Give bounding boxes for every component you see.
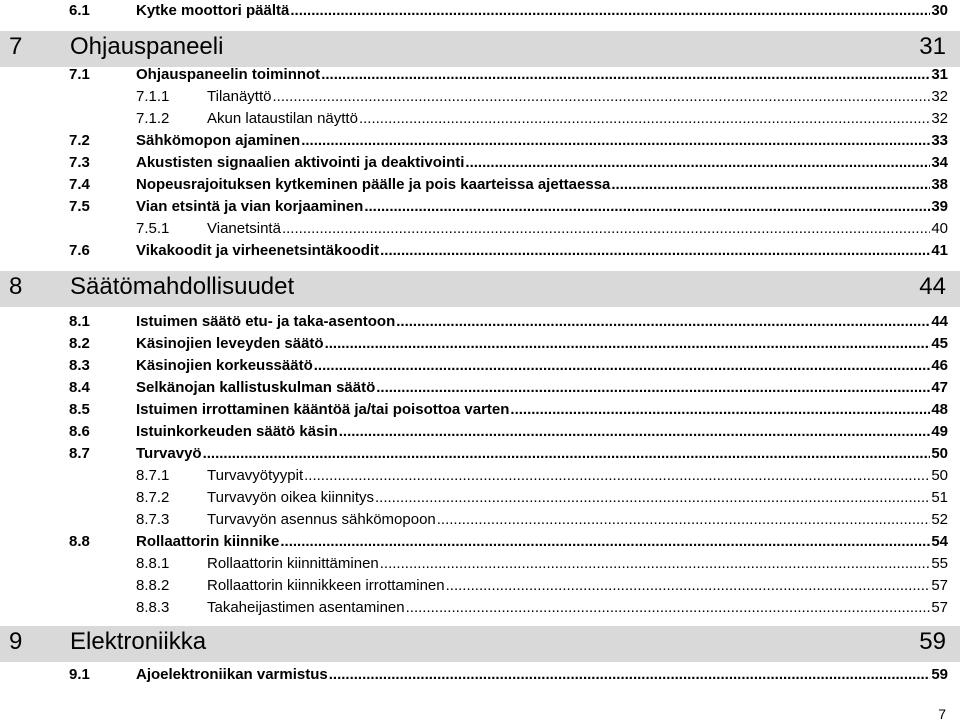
page-number: 7 [938,706,946,722]
toc-entry-number: 7.1 [69,66,90,83]
toc-entry-title: Akun lataustilan näyttö [207,110,358,127]
toc-entry-8.7.3[interactable] [0,511,960,531]
toc-entry-page: 50 [931,467,948,484]
chapter-number: 7 [9,33,23,60]
toc-entry-number: 8.2 [69,335,90,352]
toc-entry-8.8.3[interactable] [0,599,960,619]
toc-entry-page: 59 [931,666,948,683]
dot-leader [359,110,930,127]
toc-entry-page: 38 [931,176,948,193]
toc-entry-page: 41 [931,242,948,259]
dot-leader [437,511,931,528]
toc-chapter-7[interactable] [0,31,960,67]
dot-leader [314,357,931,374]
toc-entry-8.3[interactable] [0,357,960,377]
toc-entry-number: 8.6 [69,423,90,440]
toc-entry-8.7[interactable] [0,445,960,465]
dot-leader [280,533,930,550]
toc-entry-title: Rollaattorin kiinnike [136,533,280,550]
toc-entry-8.8.1[interactable] [0,555,960,575]
toc-entry-7.1.2[interactable] [0,110,960,130]
chapter-page: 31 [919,33,946,60]
toc-entry-page: 32 [931,110,948,127]
toc-entry-number: 9.1 [69,666,90,683]
toc-entry-number: 8.7.1 [136,467,170,484]
toc-entry-page: 32 [931,88,948,105]
dot-leader [406,599,931,616]
dot-leader [203,445,931,462]
toc-entry-page: 45 [931,335,948,352]
toc-entry-number: 7.1.2 [136,110,170,127]
toc-entry-number: 8.7.3 [136,511,170,528]
toc-entry-title: Sähkömopon ajaminen [136,132,301,149]
toc-entry-title: Rollaattorin kiinnikkeen irrottaminen [207,577,445,594]
toc-entry-7.5.1[interactable] [0,220,960,240]
toc-entry-8.2[interactable] [0,335,960,355]
toc-entry-page: 57 [931,599,948,616]
dot-leader [380,555,931,572]
toc-entry-8.6[interactable] [0,423,960,443]
toc-entry-number: 7.5 [69,198,90,215]
toc-entry-title: Turvavyötyypit [207,467,304,484]
toc-entry-7.6[interactable] [0,242,960,262]
toc-entry-title: Selkänojan kallistuskulman säätö [136,379,376,396]
toc-entry-page: 40 [931,220,948,237]
toc-entry-title: Istuimen säätö etu- ja taka-asentoon [136,313,396,330]
toc-entry-7.1[interactable] [0,66,960,86]
toc-entry-page: 31 [931,66,948,83]
toc-entry-8.5[interactable] [0,401,960,421]
toc-entry-page: 54 [931,533,948,550]
toc-entry-number: 8.4 [69,379,90,396]
dot-leader [510,401,930,418]
dot-leader [375,489,930,506]
toc-entry-title: Takaheijastimen asentaminen [207,599,405,616]
toc-entry-8.7.2[interactable] [0,489,960,509]
toc-entry-7.4[interactable] [0,176,960,196]
toc-entry-number: 8.5 [69,401,90,418]
dot-leader [321,66,930,83]
toc-entry-8.7.1[interactable] [0,467,960,487]
dot-leader [611,176,930,193]
toc-entry-title: Akustisten signaalien aktivointi ja deaktivointi [136,154,465,171]
dot-leader [325,335,931,352]
toc-entry-number: 7.1.1 [136,88,170,105]
toc-entry-title: Vikakoodit ja virheenetsintäkoodit [136,242,380,259]
toc-entry-page: 47 [931,379,948,396]
toc-entry-number: 8.8 [69,533,90,550]
toc-entry-page: 50 [931,445,948,462]
toc-entry-9.1[interactable] [0,666,960,686]
toc-entry-number: 7.4 [69,176,90,193]
toc-entry-8.8[interactable] [0,533,960,553]
toc-entry-number: 8.7.2 [136,489,170,506]
toc-entry-number: 7.2 [69,132,90,149]
toc-entry-number: 8.1 [69,313,90,330]
toc-entry-title: Turvavyö [136,445,202,462]
chapter-page: 59 [919,628,946,655]
toc-entry-8.4[interactable] [0,379,960,399]
toc-entry-page: 34 [931,154,948,171]
toc-entry-title: Ajoelektroniikan varmistus [136,666,328,683]
toc-entry-7.3[interactable] [0,154,960,174]
toc-entry-page: 33 [931,132,948,149]
toc-entry-title: Käsinojien korkeussäätö [136,357,313,374]
chapter-title: Säätömahdollisuudet [70,273,295,300]
dot-leader [304,467,930,484]
toc-entry-title: Turvavyön oikea kiinnitys [207,489,375,506]
toc-entry-page: 44 [931,313,948,330]
toc-entry-8.8.2[interactable] [0,577,960,597]
toc-entry-title: Käsinojien leveyden säätö [136,335,324,352]
toc-entry-number: 8.8.3 [136,599,170,616]
toc-entry-title: Ohjauspaneelin toiminnot [136,66,321,83]
toc-entry-number: 6.1 [69,2,90,19]
toc-entry-number: 8.8.2 [136,577,170,594]
toc-chapter-9[interactable] [0,626,960,662]
toc-entry-title: Rollaattorin kiinnittäminen [207,555,379,572]
chapter-number: 9 [9,628,23,655]
toc-chapter-8[interactable] [0,271,960,307]
dot-leader [282,220,930,237]
toc-entry-title: Istuimen irrottaminen kääntöä ja/tai poisottoa varten [136,401,510,418]
toc-entry-page: 57 [931,577,948,594]
toc-entry-7.1.1[interactable] [0,88,960,108]
toc-entry-page: 39 [931,198,948,215]
toc-entry-number: 7.6 [69,242,90,259]
dot-leader [272,88,930,105]
toc-entry-title: Nopeusrajoituksen kytkeminen päälle ja pois kaarteissa ajettaessa [136,176,611,193]
dot-leader [339,423,931,440]
toc-entry-number: 8.7 [69,445,90,462]
toc-entry-title: Vian etsintä ja vian korjaaminen [136,198,364,215]
toc-entry-page: 48 [931,401,948,418]
dot-leader [396,313,930,330]
toc-entry-page: 55 [931,555,948,572]
dot-leader [290,2,930,19]
toc-entry-page: 49 [931,423,948,440]
toc-entry-title: Istuinkorkeuden säätö käsin [136,423,338,440]
toc-entry-number: 7.5.1 [136,220,170,237]
toc-entry-page: 52 [931,511,948,528]
toc-entry-8.1[interactable] [0,313,960,333]
dot-leader [329,666,931,683]
toc-entry-7.5[interactable] [0,198,960,218]
dot-leader [376,379,930,396]
dot-leader [446,577,931,594]
toc-entry-page: 46 [931,357,948,374]
toc-entry-number: 8.8.1 [136,555,170,572]
chapter-page: 44 [919,273,946,300]
toc-entry-7.2[interactable] [0,132,960,152]
dot-leader [364,198,930,215]
toc-entry-page: 51 [931,489,948,506]
dot-leader [465,154,930,171]
chapter-title: Ohjauspaneeli [70,33,224,60]
toc-entry-title: Turvavyön asennus sähkömopoon [207,511,436,528]
toc-entry-title: Vianetsintä [207,220,281,237]
toc-entry-page: 30 [931,2,948,19]
toc-entry-title: Tilanäyttö [207,88,272,105]
chapter-number: 8 [9,273,23,300]
toc-entry-number: 7.3 [69,154,90,171]
toc-entry-title: Kytke moottori päältä [136,2,290,19]
chapter-title: Elektroniikka [70,628,207,655]
dot-leader [380,242,930,259]
toc-entry-6.1[interactable] [0,2,960,22]
dot-leader [301,132,930,149]
toc-entry-number: 8.3 [69,357,90,374]
